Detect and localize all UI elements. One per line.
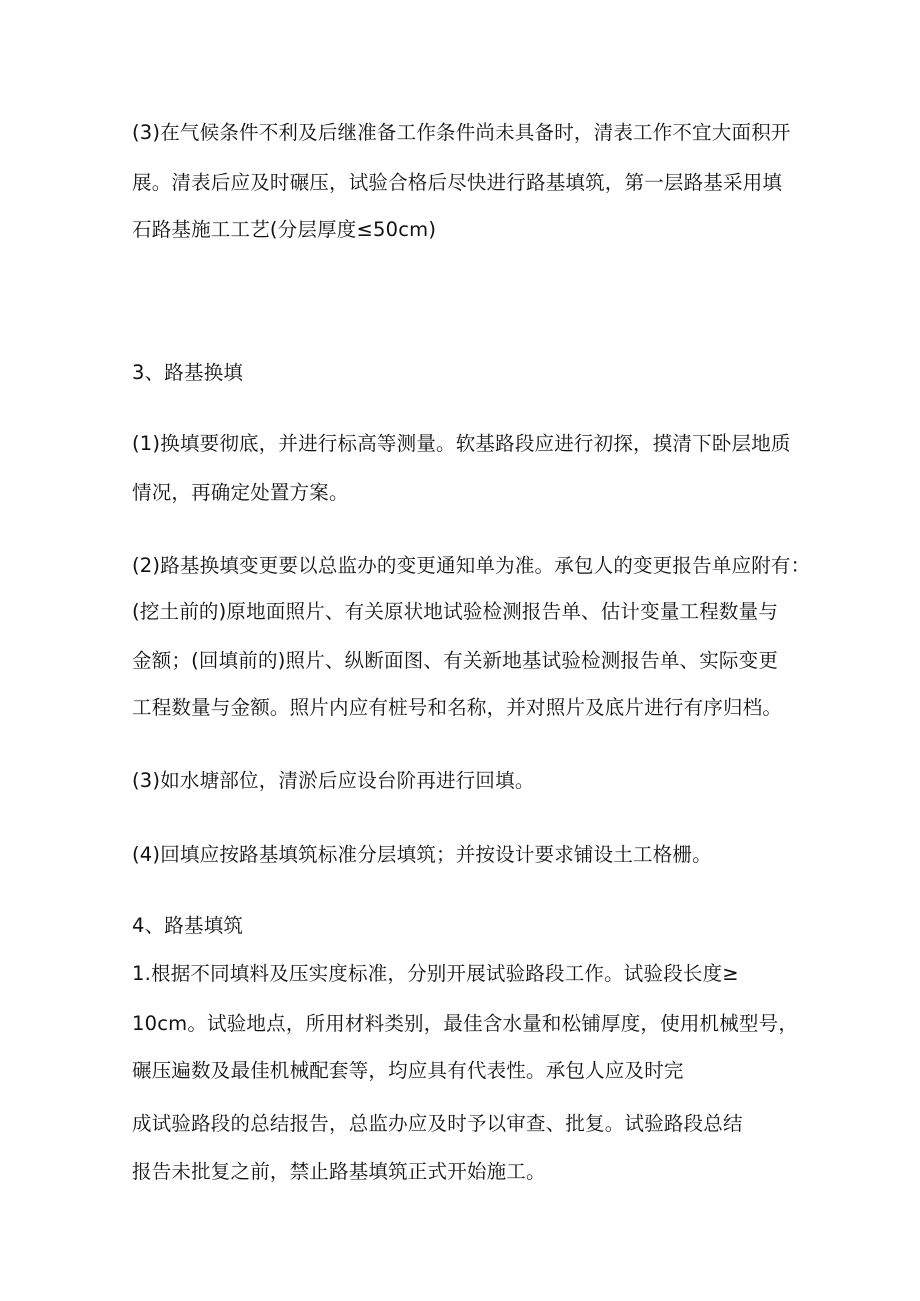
paragraph-line: (2)路基换填变更要以总监办的变更通知单为准。承包人的变更报告单应附有： [132, 554, 811, 577]
paragraph-line: 情况，再确定处置方案。 [132, 481, 349, 504]
section-heading: 3、路基换填 [132, 361, 244, 384]
paragraph-line: (3)如水塘部位，清淤后应设台阶再进行回填。 [132, 769, 535, 792]
paragraph-line: 10cm。试验地点，所用材料类别，最佳含水量和松铺厚度，使用机械型号， [132, 1012, 799, 1035]
paragraph-line: 成试验路段的总结报告，总监办应及时予以审查、批复。试验路段总结 [132, 1112, 743, 1135]
paragraph-line: 金额；(回填前的)照片、纵断面图、有关新地基试验检测报告单、实际变更 [132, 649, 779, 672]
paragraph-line: 工程数量与金额。照片内应有桩号和名称，并对照片及底片进行有序归档。 [132, 696, 783, 719]
paragraph-line: 1.根据不同填料及压实度标准，分别开展试验路段工作。试验段长度≥ [132, 962, 739, 985]
section-heading: 4、路基填筑 [132, 914, 244, 937]
paragraph-line: 碾压遍数及最佳机械配套等，均应具有代表性。承包人应及时完 [132, 1059, 684, 1082]
paragraph-line: 石路基施工工艺(分层厚度≤50cm) [132, 218, 437, 241]
paragraph-line: (1)换填要彻底，并进行标高等测量。软基路段应进行初探，摸清下卧层地质 [132, 432, 791, 455]
paragraph-line: (3)在气候条件不利及后继准备工作条件尚未具备时，清表工作不宜大面积开 [132, 121, 791, 144]
paragraph-line: (挖土前的)原地面照片、有关原状地试验检测报告单、估计变量工程数量与 [132, 600, 779, 623]
paragraph-line: 报告未批复之前，禁止路基填筑正式开始施工。 [132, 1160, 546, 1183]
paragraph-line: (4)回填应按路基填筑标准分层填筑；并按设计要求铺设土工格栅。 [132, 843, 712, 866]
paragraph-line: 展。清表后应及时碾压，试验合格后尽快进行路基填筑，第一层路基采用填 [132, 171, 783, 194]
